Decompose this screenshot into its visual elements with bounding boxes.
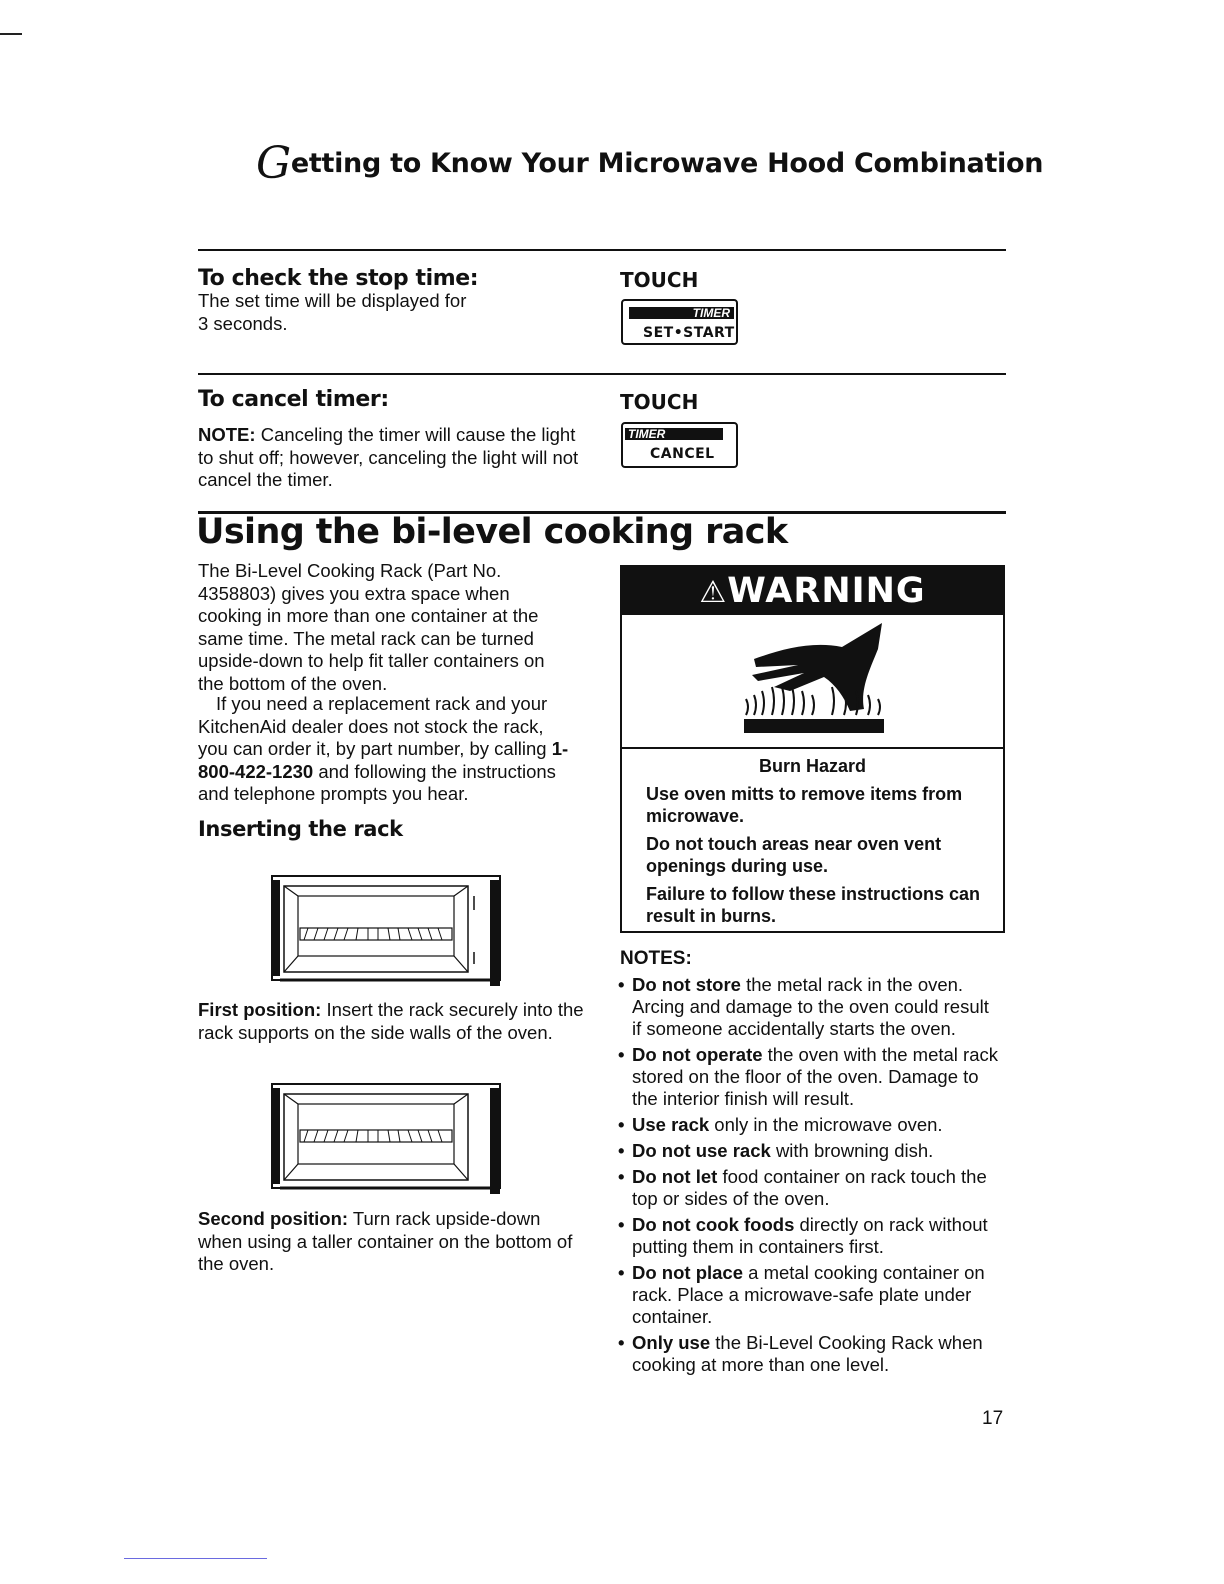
page-title-rest: etting to Know Your Microwave Hood Combination xyxy=(290,148,1044,179)
rack-intro: The Bi-Level Cooking Rack (Part No. 4358803) gives you extra space when cooking in more than one container at the same time. The metal rack can be turned upside-down to help fit taller containers on the bottom of the oven. xyxy=(198,560,545,694)
list-item: • Do not store the metal rack in the oven. Arcing and damage to the oven could result if someone accidentally starts the oven. xyxy=(618,974,989,1039)
key-timer-bar xyxy=(629,307,734,319)
first-position-label: First position: xyxy=(198,999,322,1020)
cancel-timer-note xyxy=(198,424,588,492)
key-timer-label: TIMER xyxy=(692,306,730,320)
warning-line-2: Do not touch areas near oven vent openings during use. xyxy=(646,834,942,876)
phone-number: 1-800-422-1230 xyxy=(198,738,569,782)
warning-box xyxy=(620,565,1005,933)
section-title: Using the bi-level cooking rack xyxy=(196,512,788,552)
warning-divider xyxy=(622,747,1003,749)
rack-replacement xyxy=(198,693,573,806)
note-label: NOTE: xyxy=(198,424,256,445)
page-number: 17 xyxy=(982,1408,1004,1429)
notes-heading: NOTES: xyxy=(620,948,692,969)
list-item: • Do not let food container on rack touch the top or sides of the oven. xyxy=(618,1166,987,1209)
list-item: • Do not operate the oven with the metal rack stored on the floor of the oven. Damage to the interior finish will result. xyxy=(618,1044,999,1109)
first-position-text: Insert the rack securely into the rack supports on the side walls of the oven. xyxy=(198,999,584,1043)
list-item: • Do not place a metal cooking container on rack. Place a microwave-safe plate under container. xyxy=(618,1262,985,1327)
warning-triangle-icon: ⚠ xyxy=(699,575,728,610)
list-item: • Only use the Bi-Level Cooking Rack when cooking at more than one level. xyxy=(618,1332,983,1375)
hot-surface-hand-icon xyxy=(732,619,892,737)
cancel-timer-heading: To cancel timer: xyxy=(198,387,389,412)
inserting-rack-heading: Inserting the rack xyxy=(198,817,403,841)
second-position-text: Turn rack upside-down when using a taller container on the bottom of the oven. xyxy=(198,1208,573,1274)
second-position-label: Second position: xyxy=(198,1208,349,1229)
list-item: • Do not use rack with browning dish. xyxy=(618,1140,934,1161)
stop-time-text-line1: The set time will be displayed for xyxy=(198,290,467,311)
touch-label: TOUCH xyxy=(620,390,699,414)
scan-mark xyxy=(0,33,22,35)
stop-time-heading: To check the stop time: xyxy=(198,266,479,291)
cancel-button[interactable] xyxy=(621,422,738,468)
notes-list xyxy=(618,974,1003,1376)
note-text: Canceling the timer will cause the light to shut off; however, canceling the light will not cancel the timer. xyxy=(198,424,579,490)
burn-hazard-label: Burn Hazard xyxy=(758,756,866,776)
key-timer-label: TIMER xyxy=(628,427,666,441)
list-item: • Do not cook foods directly on rack without putting them in containers first. xyxy=(618,1214,988,1257)
set-start-button[interactable] xyxy=(621,299,738,345)
oven-rack-first-position-illustration xyxy=(268,872,504,988)
touch-label: TOUCH xyxy=(620,268,699,292)
second-position-caption xyxy=(198,1208,583,1276)
stop-time-text-line2: 3 seconds. xyxy=(198,313,288,334)
first-position-caption xyxy=(198,999,593,1044)
warning-line-3: Failure to follow these instructions can result in burns. xyxy=(646,884,981,926)
key-set-start-label: SET•START xyxy=(643,325,735,341)
warning-line-1: Use oven mitts to remove items from microwave. xyxy=(646,784,963,826)
key-timer-bar xyxy=(625,428,723,440)
page-title xyxy=(256,138,1044,189)
key-cancel-label: CANCEL xyxy=(650,446,715,462)
scan-mark xyxy=(124,1558,267,1559)
divider xyxy=(198,373,1006,375)
divider xyxy=(198,249,1006,251)
warning-title: WARNING xyxy=(727,571,926,611)
page-title-initial: G xyxy=(256,138,291,189)
oven-rack-second-position-illustration xyxy=(268,1080,504,1196)
notes-section xyxy=(618,974,1003,1380)
warning-header xyxy=(622,567,1003,615)
replacement-text: If you need a replacement rack and your KitchenAid dealer does not stock the rack, you can order it, by part number, by calling xyxy=(198,693,548,759)
replacement-text-end: and following the instructions and telephone prompts you hear. xyxy=(198,760,556,804)
list-item: • Use rack only in the microwave oven. xyxy=(618,1114,943,1135)
